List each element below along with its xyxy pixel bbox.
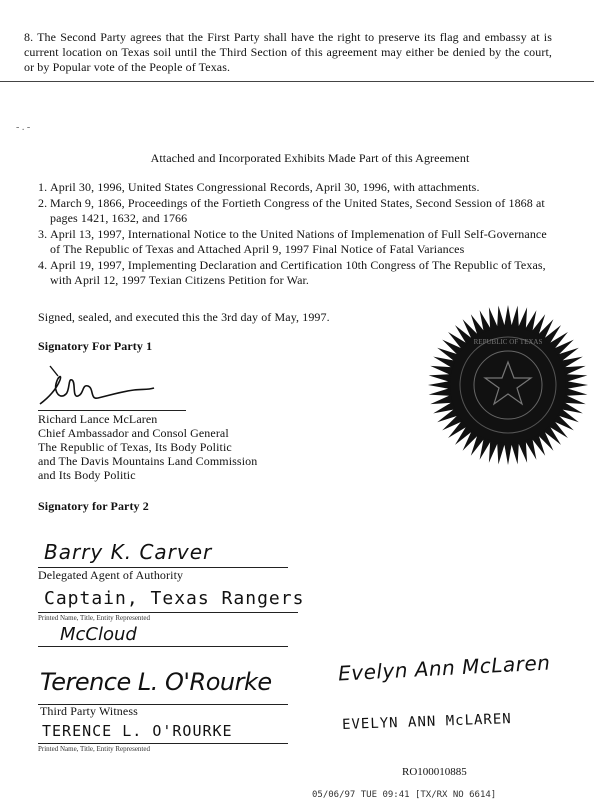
second-witness-printed-name: EVELYN ANN McLAREN bbox=[341, 711, 512, 733]
party1-signature-line bbox=[38, 410, 186, 411]
party2-role-label: Delegated Agent of Authority bbox=[38, 568, 184, 582]
party2-title-line bbox=[38, 612, 298, 613]
witness-printed-caption: Printed Name, Title, Entity Represented bbox=[38, 745, 150, 753]
clause-8: 8. The Second Party agrees that the First Party shall have the right to preserve its flag and embassy at is current location on Texas soil until the Third Section of this agreement may either be denied by the court, or by Popular vote of the People of Texas. bbox=[24, 30, 552, 74]
party1-title-1: Chief Ambassador and Consol General bbox=[38, 426, 229, 440]
party1-title-2: The Republic of Texas, Its Body Politic bbox=[38, 440, 232, 454]
scan-speck: - . - bbox=[16, 122, 31, 133]
witness-printed-name: TERENCE L. O'ROURKE bbox=[42, 722, 233, 740]
party2-second-line bbox=[38, 646, 288, 647]
party1-name: Richard Lance McLaren bbox=[38, 412, 158, 426]
party2-handwritten-title: Captain, Texas Rangers bbox=[44, 588, 305, 609]
exhibits-list bbox=[38, 180, 558, 288]
party2-signature: Barry K. Carver bbox=[44, 540, 213, 564]
party1-signature bbox=[38, 364, 158, 410]
witness-label: Third Party Witness bbox=[40, 704, 138, 718]
exhibit-item: 2. March 9, 1866, Proceedings of the Fortieth Congress of the United States, Second Session of 1868 at pages 1421, 1632, and 1766 bbox=[38, 196, 545, 225]
embossed-seal bbox=[428, 300, 588, 470]
fax-header-line: 05/06/97 TUE 09:41 [TX/RX NO 6614] bbox=[312, 790, 497, 800]
witness-signature: Terence L. O'Rourke bbox=[40, 668, 272, 696]
divider-rule bbox=[0, 81, 594, 82]
executed-line: Signed, sealed, and executed this the 3rd day of May, 1997. bbox=[38, 310, 330, 324]
party1-title-3: and The Davis Mountains Land Commission bbox=[38, 454, 258, 468]
exhibits-heading: Attached and Incorporated Exhibits Made Part of this Agreement bbox=[150, 151, 470, 165]
party2-second-signature: McCloud bbox=[60, 624, 137, 645]
exhibit-item: 4. April 19, 1997, Implementing Declaration and Certification 10th Congress of The Republic of Texas, with April 12, 1997 Texian Citizens Petition for War. bbox=[38, 258, 546, 287]
party2-heading: Signatory for Party 2 bbox=[38, 499, 149, 513]
document-id: RO100010885 bbox=[402, 766, 467, 778]
party2-printed-caption: Printed Name, Title, Entity Represented bbox=[38, 614, 150, 622]
exhibit-item: 3. April 13, 1997, International Notice to the United Nations of Implemenation of Full Self-Governance of The Republic of Texas and Attached April 9, 1997 Final Notice of Fatal Variances bbox=[38, 227, 547, 256]
exhibit-item: 1. April 30, 1996, United States Congressional Records, April 30, 1996, with attachments. bbox=[38, 180, 480, 194]
witness-printed-line bbox=[38, 743, 288, 744]
second-witness-signature: Evelyn Ann McLaren bbox=[337, 650, 551, 686]
party1-title-4: and Its Body Politic bbox=[38, 468, 136, 482]
seal-inner-text: REPUBLIC OF TEXAS bbox=[473, 338, 543, 346]
party1-heading: Signatory For Party 1 bbox=[38, 339, 153, 353]
